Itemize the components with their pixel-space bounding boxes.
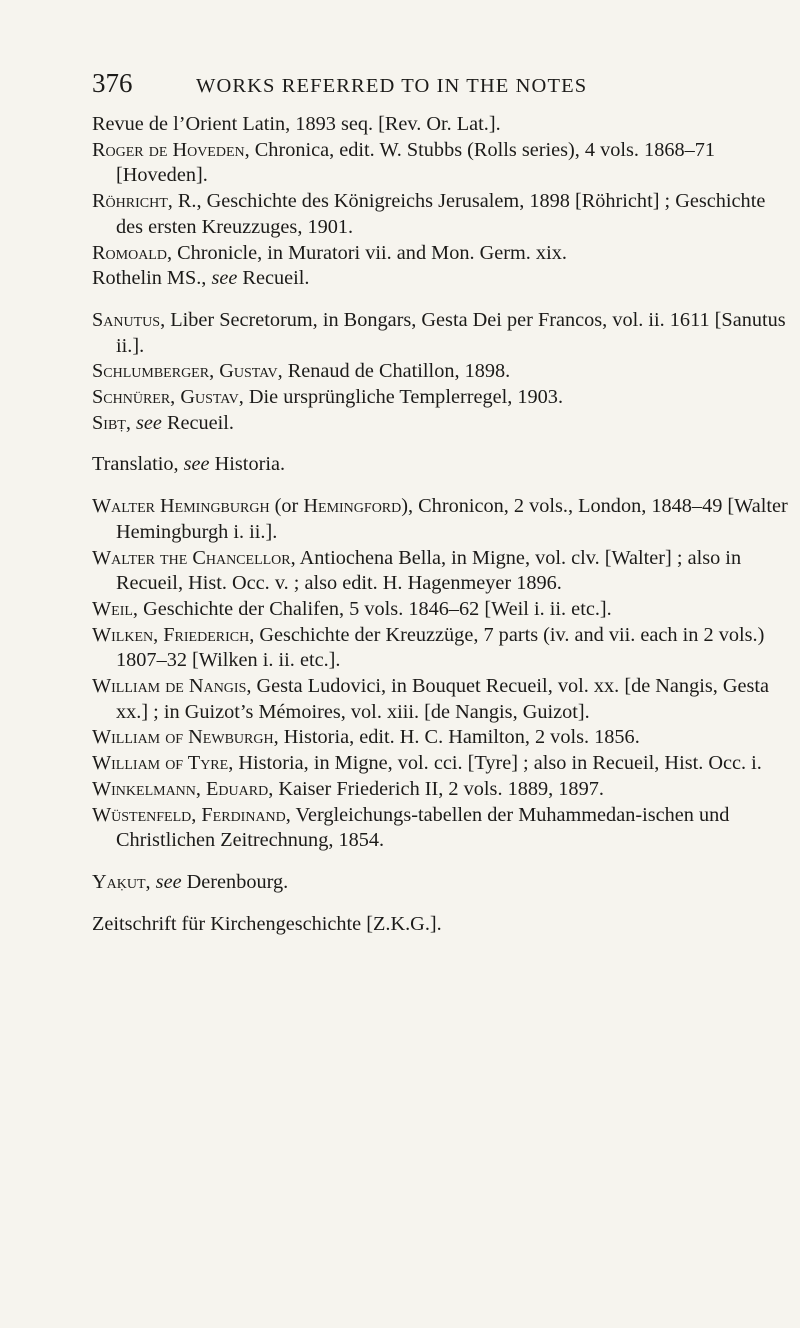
entry-group [92, 494, 792, 854]
entry-group [92, 870, 792, 896]
entry-text: , Die ursprüngliche Templerregel, 1903. [238, 386, 564, 409]
bibliography-entry [92, 870, 792, 896]
entry-text: Translatio, [92, 453, 184, 476]
entry-group [92, 308, 792, 437]
bibliography-entry [92, 912, 792, 938]
entry-text: Rothelin MS., [92, 267, 212, 290]
entry-see-ref: see [183, 453, 210, 476]
entry-author: Schnürer, Gustav [92, 386, 239, 409]
entry-text: , [125, 411, 136, 434]
entry-text: (or [269, 495, 304, 518]
bibliography-entry [92, 803, 792, 854]
bibliography-entry [92, 385, 792, 411]
entry-text: , Geschichte des Königreichs Jerusalem, 1898 [Röhricht] ; Geschichte des ersten Kreuzzuges, 1901. [116, 190, 766, 238]
entry-text: , [145, 870, 156, 893]
entry-author: William de Nangis [92, 675, 247, 698]
bibliography-entry [92, 241, 792, 267]
entry-author: Romoald [92, 241, 167, 264]
entry-author: William of Tyre [92, 752, 229, 775]
entry-author: Walter the Chancellor [92, 546, 291, 569]
entry-text: , Renaud de Chatillon, 1898. [277, 360, 511, 383]
entry-author: Roger de Hoveden [92, 138, 245, 161]
bibliography-entry [92, 777, 792, 803]
bibliography-entry [92, 623, 792, 674]
bibliography-entry [92, 494, 792, 545]
entry-see-ref: see [211, 267, 238, 290]
bibliography-entry [92, 674, 792, 725]
bibliography-entry [92, 308, 792, 359]
bibliography-entry [92, 546, 792, 597]
bibliography-entry [92, 112, 792, 138]
entry-author: Winkelmann, Eduard [92, 777, 269, 800]
page-number: 376 [92, 68, 133, 98]
entry-text: , Gesta Ludovici, in Bouquet Recueil, vol. xx. [de Nangis, Gesta xx.] ; in Guizot’s Mémoires, vol. xiii. [de Nangis, Guizot]. [116, 675, 770, 723]
entry-author: Wüstenfeld, Ferdinand [92, 803, 286, 826]
entry-author: Schlumberger, Gustav [92, 360, 278, 383]
running-title: WORKS REFERRED TO IN THE NOTES [196, 75, 588, 97]
entry-author: Sanutus [92, 308, 161, 331]
entry-text: , Geschichte der Kreuzzüge, 7 parts (iv. and vii. each in 2 vols.) 1807–32 [Wilken i. ii. etc.]. [116, 623, 765, 672]
entry-text: , Vergleichungs-tabellen der Muhammedan-ischen und Christlichen Zeitrechnung, 1854. [116, 803, 730, 852]
entry-see-ref: see [135, 411, 162, 434]
entry-group [92, 452, 792, 478]
page-header [92, 68, 732, 99]
entry-text: , Liber Secretorum, in Bongars, Gesta Dei per Francos, vol. ii. 1611 [Sanutus ii.]. [116, 308, 786, 357]
entry-text: Recueil. [237, 267, 310, 290]
entry-author: Weil [92, 597, 133, 620]
entry-see-ref: see [155, 870, 182, 893]
entry-text: Derenbourg. [181, 870, 289, 893]
entry-group [92, 912, 792, 938]
entry-text: , Historia, edit. H. C. Hamilton, 2 vols. 1856. [273, 726, 640, 749]
entry-text: ), Chronicon, 2 vols., London, 1848–49 [Walter Hemingburgh i. ii.]. [116, 495, 788, 543]
bibliography-entry [92, 189, 792, 240]
entry-text: , Geschichte der Chalifen, 5 vols. 1846–62 [Weil i. ii. etc.]. [132, 597, 612, 620]
entry-text: Historia. [209, 453, 286, 476]
entry-text: , Historia, in Migne, vol. cci. [Tyre] ; also in Recueil, Hist. Occ. i. [228, 752, 762, 775]
bibliography-entry [92, 411, 792, 437]
entry-text: , Chronica, edit. W. Stubbs (Rolls series), 4 vols. 1868–71 [Hoveden]. [116, 138, 716, 187]
entry-text: , Chronicle, in Muratori vii. and Mon. Germ. xix. [166, 241, 567, 264]
entry-author: William of Newburgh [92, 726, 274, 749]
bibliography-list [92, 112, 792, 937]
entry-author: Yaḳut [92, 870, 146, 893]
entry-text: Revue de l’Orient Latin, 1893 seq. [Rev. Or. Lat.]. [92, 113, 501, 135]
entry-author: Wilken, Friederich [92, 623, 250, 646]
entry-author: Sibṭ [92, 411, 126, 434]
entry-text: , Antiochena Bella, in Migne, vol. clv. [Walter] ; also in Recueil, Hist. Occ. v. ; also edit. H. Hagenmeyer 1896. [116, 546, 742, 595]
bibliography-entry [92, 359, 792, 385]
bibliography-entry [92, 597, 792, 623]
entry-author: Röhricht, R. [92, 190, 197, 213]
entry-group [92, 112, 792, 292]
bibliography-entry [92, 725, 792, 751]
entry-text: Zeitschrift für Kirchengeschichte [Z.K.G.]. [92, 912, 442, 935]
bibliography-entry [92, 138, 792, 189]
entry-text: , Kaiser Friederich II, 2 vols. 1889, 1897. [268, 777, 604, 800]
entry-text: Recueil. [161, 411, 234, 434]
bibliography-entry [92, 266, 792, 292]
entry-author: Hemingford [303, 495, 402, 518]
bibliography-entry [92, 452, 792, 478]
bibliography-entry [92, 751, 792, 777]
entry-author: Walter Hemingburgh [92, 495, 270, 518]
